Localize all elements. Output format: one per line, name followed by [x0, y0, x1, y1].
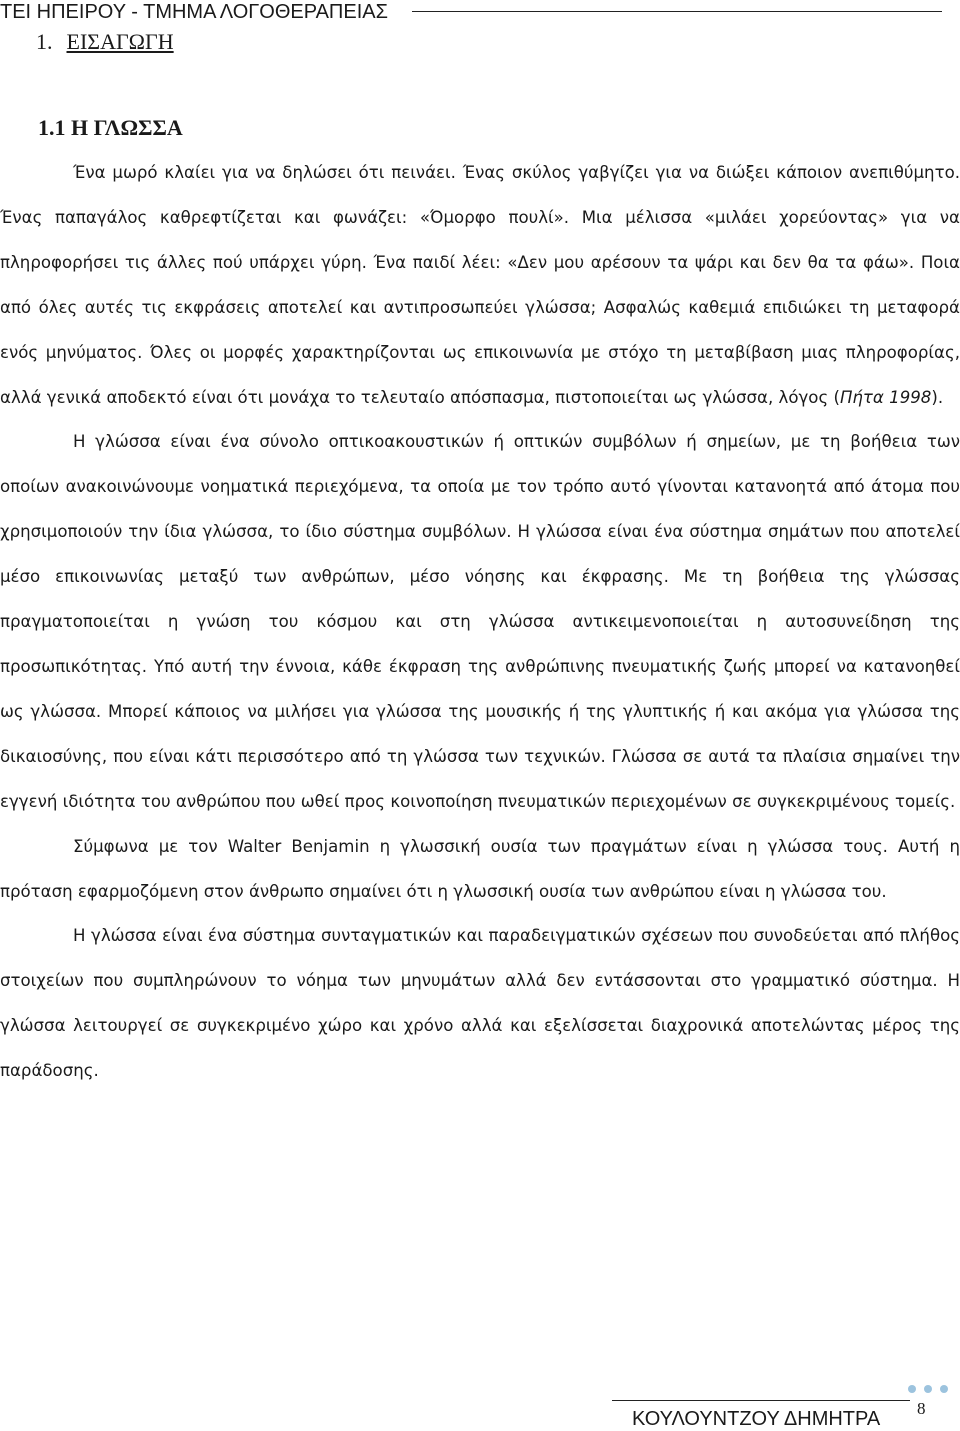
header-rule [412, 11, 942, 12]
chapter-number: 1. [36, 29, 53, 54]
page-number: 8 [917, 1399, 926, 1418]
paragraph [0, 151, 960, 420]
chapter-heading [36, 29, 174, 55]
footer-rule [612, 1400, 910, 1401]
footer-dots-icon [904, 1385, 954, 1415]
paragraph: Η γλώσσα είναι ένα σύνολο οπτικοακουστικών ή οπτικών συμβόλων ή σημείων, με τη βοήθεια των οποίων ανακοινώνουμε νοηματικά περιεχόμενα, τα οποία με τον τρόπο αυτό γίνονται κατανοητά από άτομα που χρησιμοποιούν την ίδια γλώσσα, το ίδιο σύστημα συμβόλων. Η γλώσσα είναι ένα σύστημα σημάτων που αποτελεί μέσο επικοινωνίας μεταξύ των ανθρώπων, μέσο νόησης και έκφρασης. Με τη βοήθεια της γλώσσας πραγματοποιείται η γνώση του κόσμου και στη γλώσσα αντικειμενοποιείται η αυτοσυνείδηση της προσωπικότητας. Υπό αυτή την έννοια, κάθε έκφραση της ανθρώπινης πνευματικής ζωής μπορεί να κατανοηθεί ως γλώσσα. Μπορεί κάποιος να μιλήσει για γλώσσα της μουσικής ή της γλυπτικής ή και ακόμα για γλώσσα της δικαιοσύνης, που είναι κάτι περισσότερο από τη γλώσσα των τεχνικών. Γλώσσα σε αυτά τα πλαίσια σημαίνει την εγγενή ιδιότητα του ανθρώπου που ωθεί προς κοινοποίηση πνευματικών περιεχομένων σε συγκεκριμένους τομείς. [0, 432, 960, 811]
paragraph: Σύμφωνα με τον Walter Benjamin η γλωσσική ουσία των πραγμάτων είναι η γλώσσα τους. Αυτή η πρόταση εφαρμοζόμενη στον άνθρωπο σημαίνει ότι η γλωσσική ουσία των ανθρώπου είναι η γλώσσα του. [0, 836, 960, 901]
paragraph: Η γλώσσα είναι ένα σύστημα συνταγματικών και παραδειγματικών σχέσεων που συνοδεύεται από πλήθος στοιχείων που συμπληρώνουν το νόημα των μηνυμάτων αλλά δεν εντάσσονται στο γραμματικό σύστημα. Η γλώσσα λειτουργεί σε συγκεκριμένο χώρο και χρόνο αλλά και εξελίσσεται διαχρονικά αποτελώντας μέρος της παράδοσης. [0, 926, 960, 1081]
body-text [0, 151, 960, 1094]
citation: Πήτα 1998 [839, 387, 932, 407]
header-title: ΤΕΙ ΗΠΕΙΡΟΥ - ΤΜΗΜΑ ΛΟΓΟΘΕΡΑΠΕΙΑΣ [0, 1, 388, 23]
footer-author: ΚΟΥΛΟΥΝΤΖΟΥ ΔΗΜΗΤΡΑ [632, 1408, 881, 1430]
page-header [0, 0, 960, 26]
paragraph-text-end: ). [931, 387, 944, 407]
chapter-title: ΕΙΣΑΓΩΓΗ [66, 29, 174, 54]
section-title: 1.1 Η ΓΛΩΣΣΑ [38, 115, 183, 140]
paragraph-text: Ένα μωρό κλαίει για να δηλώσει ότι πεινάει. Ένας σκύλος γαβγίζει για να διώξει κάποιον ανεπιθύμητο. Ένας παπαγάλος καθρεφτίζεται και φωνάζει: «Όμορφο πουλί». Μια μέλισσα «μιλάει χορεύοντας» για να πληροφορήσει τις άλλες πού υπάρχει γύρη. Ένα παιδί λέει: «Δεν μου αρέσουν τα ψάρι και δεν θα τα φάω». Ποια από όλες αυτές τις εκφράσεις αποτελεί και αντιπροσωπεύει γλώσσα; Ασφαλώς καθεμιά επιδιώκει τη μεταφορά ενός μηνύματος. Όλες οι μορφές χαρακτηρίζονται ως επικοινωνία με στόχο τη μεταβίβαση μιας πληροφορίας, αλλά γενικά αποδεκτό είναι ότι μονάχα το τελευταίο απόσπασμα, πιστοποιείται ως γλώσσα, λόγος ( [0, 163, 960, 407]
